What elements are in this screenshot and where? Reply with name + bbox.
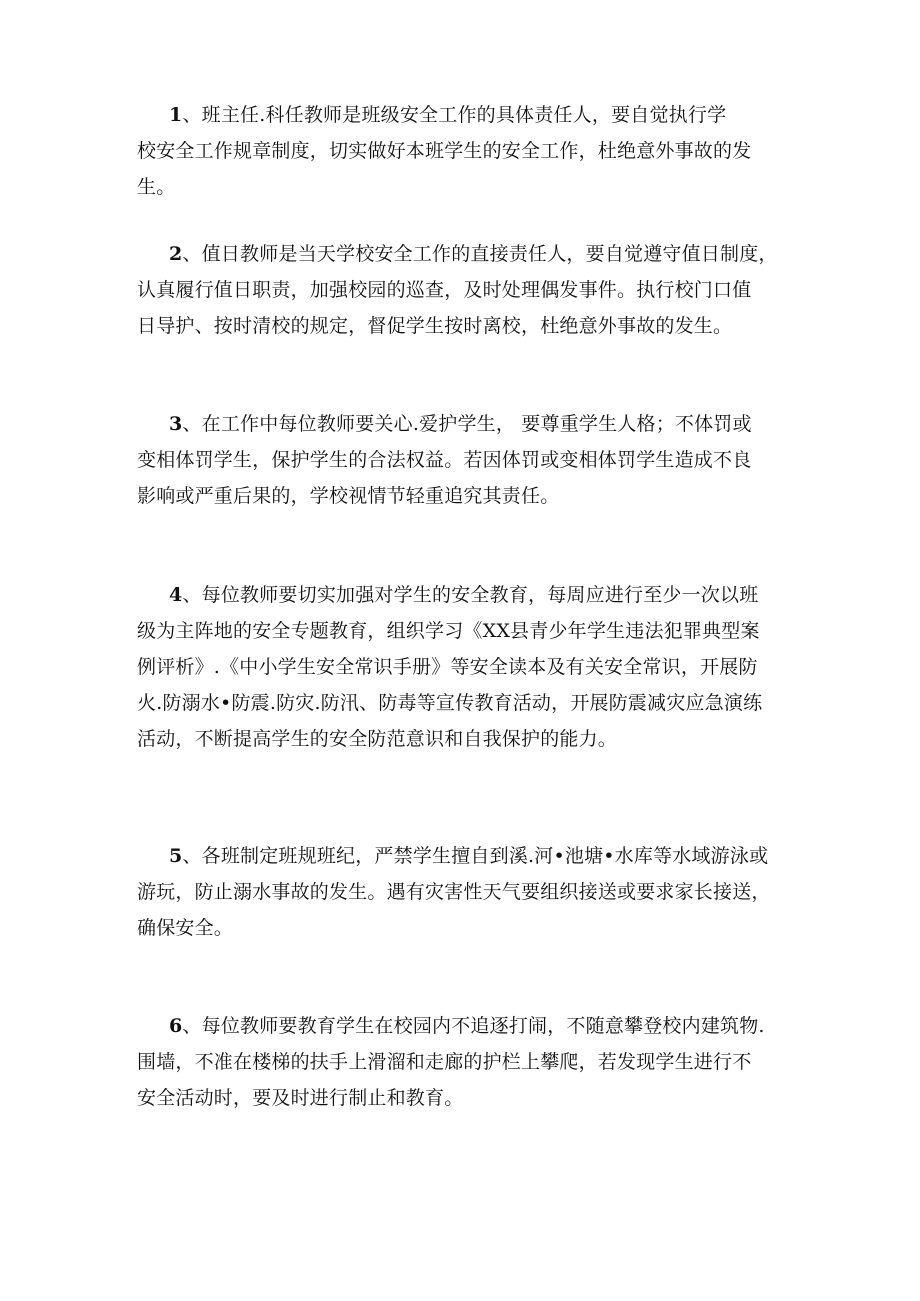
paragraph-line: 安全活动时，要及时进行制止和教育。: [137, 1087, 464, 1109]
item-number: 1: [169, 104, 183, 126]
line-text: 、在工作中每位教师要关心.爱护学生， 要尊重学生人格；不体罚或: [182, 413, 752, 435]
paragraph-line: [137, 236, 797, 272]
paragraph-6: [137, 1008, 797, 1116]
item-number: 6: [169, 1015, 183, 1037]
paragraph-line: 确保安全。: [137, 917, 234, 939]
item-number: 5: [169, 845, 183, 867]
paragraph-line: 活动，不断提高学生的安全防范意识和自我保护的能力。: [137, 728, 618, 750]
paragraph-line: [137, 838, 797, 874]
paragraph-4: [137, 577, 797, 757]
paragraph-line: [137, 1008, 797, 1044]
paragraph-line: [137, 406, 797, 442]
paragraph-5: [137, 838, 797, 946]
paragraph-line: 生。: [137, 176, 176, 198]
paragraph-line: 级为主阵地的安全专题教育，组织学习《XX县青少年学生违法犯罪典型案: [137, 620, 760, 642]
paragraph-line: [137, 97, 797, 133]
paragraph-line: 围墙，不准在楼梯的扶手上滑溜和走廊的护栏上攀爬，若发现学生进行不: [137, 1051, 752, 1073]
paragraph-line: 变相体罚学生，保护学生的合法权益。若因体罚或变相体罚学生造成不良: [137, 449, 752, 471]
paragraph-line: 认真履行值日职责，加强校园的巡查，及时处理偶发事件。执行校门口值: [137, 279, 752, 301]
line-text: 、班主任.科任教师是班级安全工作的具体责任人，要自觉执行学: [182, 104, 727, 126]
paragraph-line: 游玩，防止溺水事故的发生。遇有灾害性天气要组织接送或要求家长接送，: [137, 881, 771, 903]
item-number: 4: [169, 584, 183, 606]
line-text: 、各班制定班规班纪，严禁学生擅自到溪.河•池塘•水库等水域游泳或: [182, 845, 769, 867]
paragraph-3: [137, 406, 797, 514]
line-text: 、每位教师要切实加强对学生的安全教育，每周应进行至少一次以班: [182, 584, 759, 606]
item-number: 2: [169, 243, 183, 265]
paragraph-line: 日导护、按时清校的规定，督促学生按时离校，杜绝意外事故的发生。: [137, 315, 733, 337]
line-text: 、值日教师是当天学校安全工作的直接责任人，要自觉遵守值日制度，: [182, 243, 778, 265]
paragraph-line: 火.防溺水•防震.防灾.防汛、防毒等宣传教育活动，开展防震减灾应急演练: [137, 692, 763, 714]
paragraph-line: 校安全工作规章制度，切实做好本班学生的安全工作，杜绝意外事故的发: [137, 140, 752, 162]
paragraph-1: [137, 97, 797, 205]
paragraph-line: 影响或严重后果的，学校视情节轻重追究其责任。: [137, 485, 560, 507]
line-text: 、每位教师要教育学生在校园内不追逐打闹，不随意攀登校内建筑物.: [182, 1015, 765, 1037]
paragraph-2: [137, 236, 797, 344]
paragraph-line: 例评析》.《中小学生安全常识手册》等安全读本及有关安全常识，开展防: [137, 656, 758, 678]
paragraph-line: [137, 577, 797, 613]
item-number: 3: [169, 413, 183, 435]
